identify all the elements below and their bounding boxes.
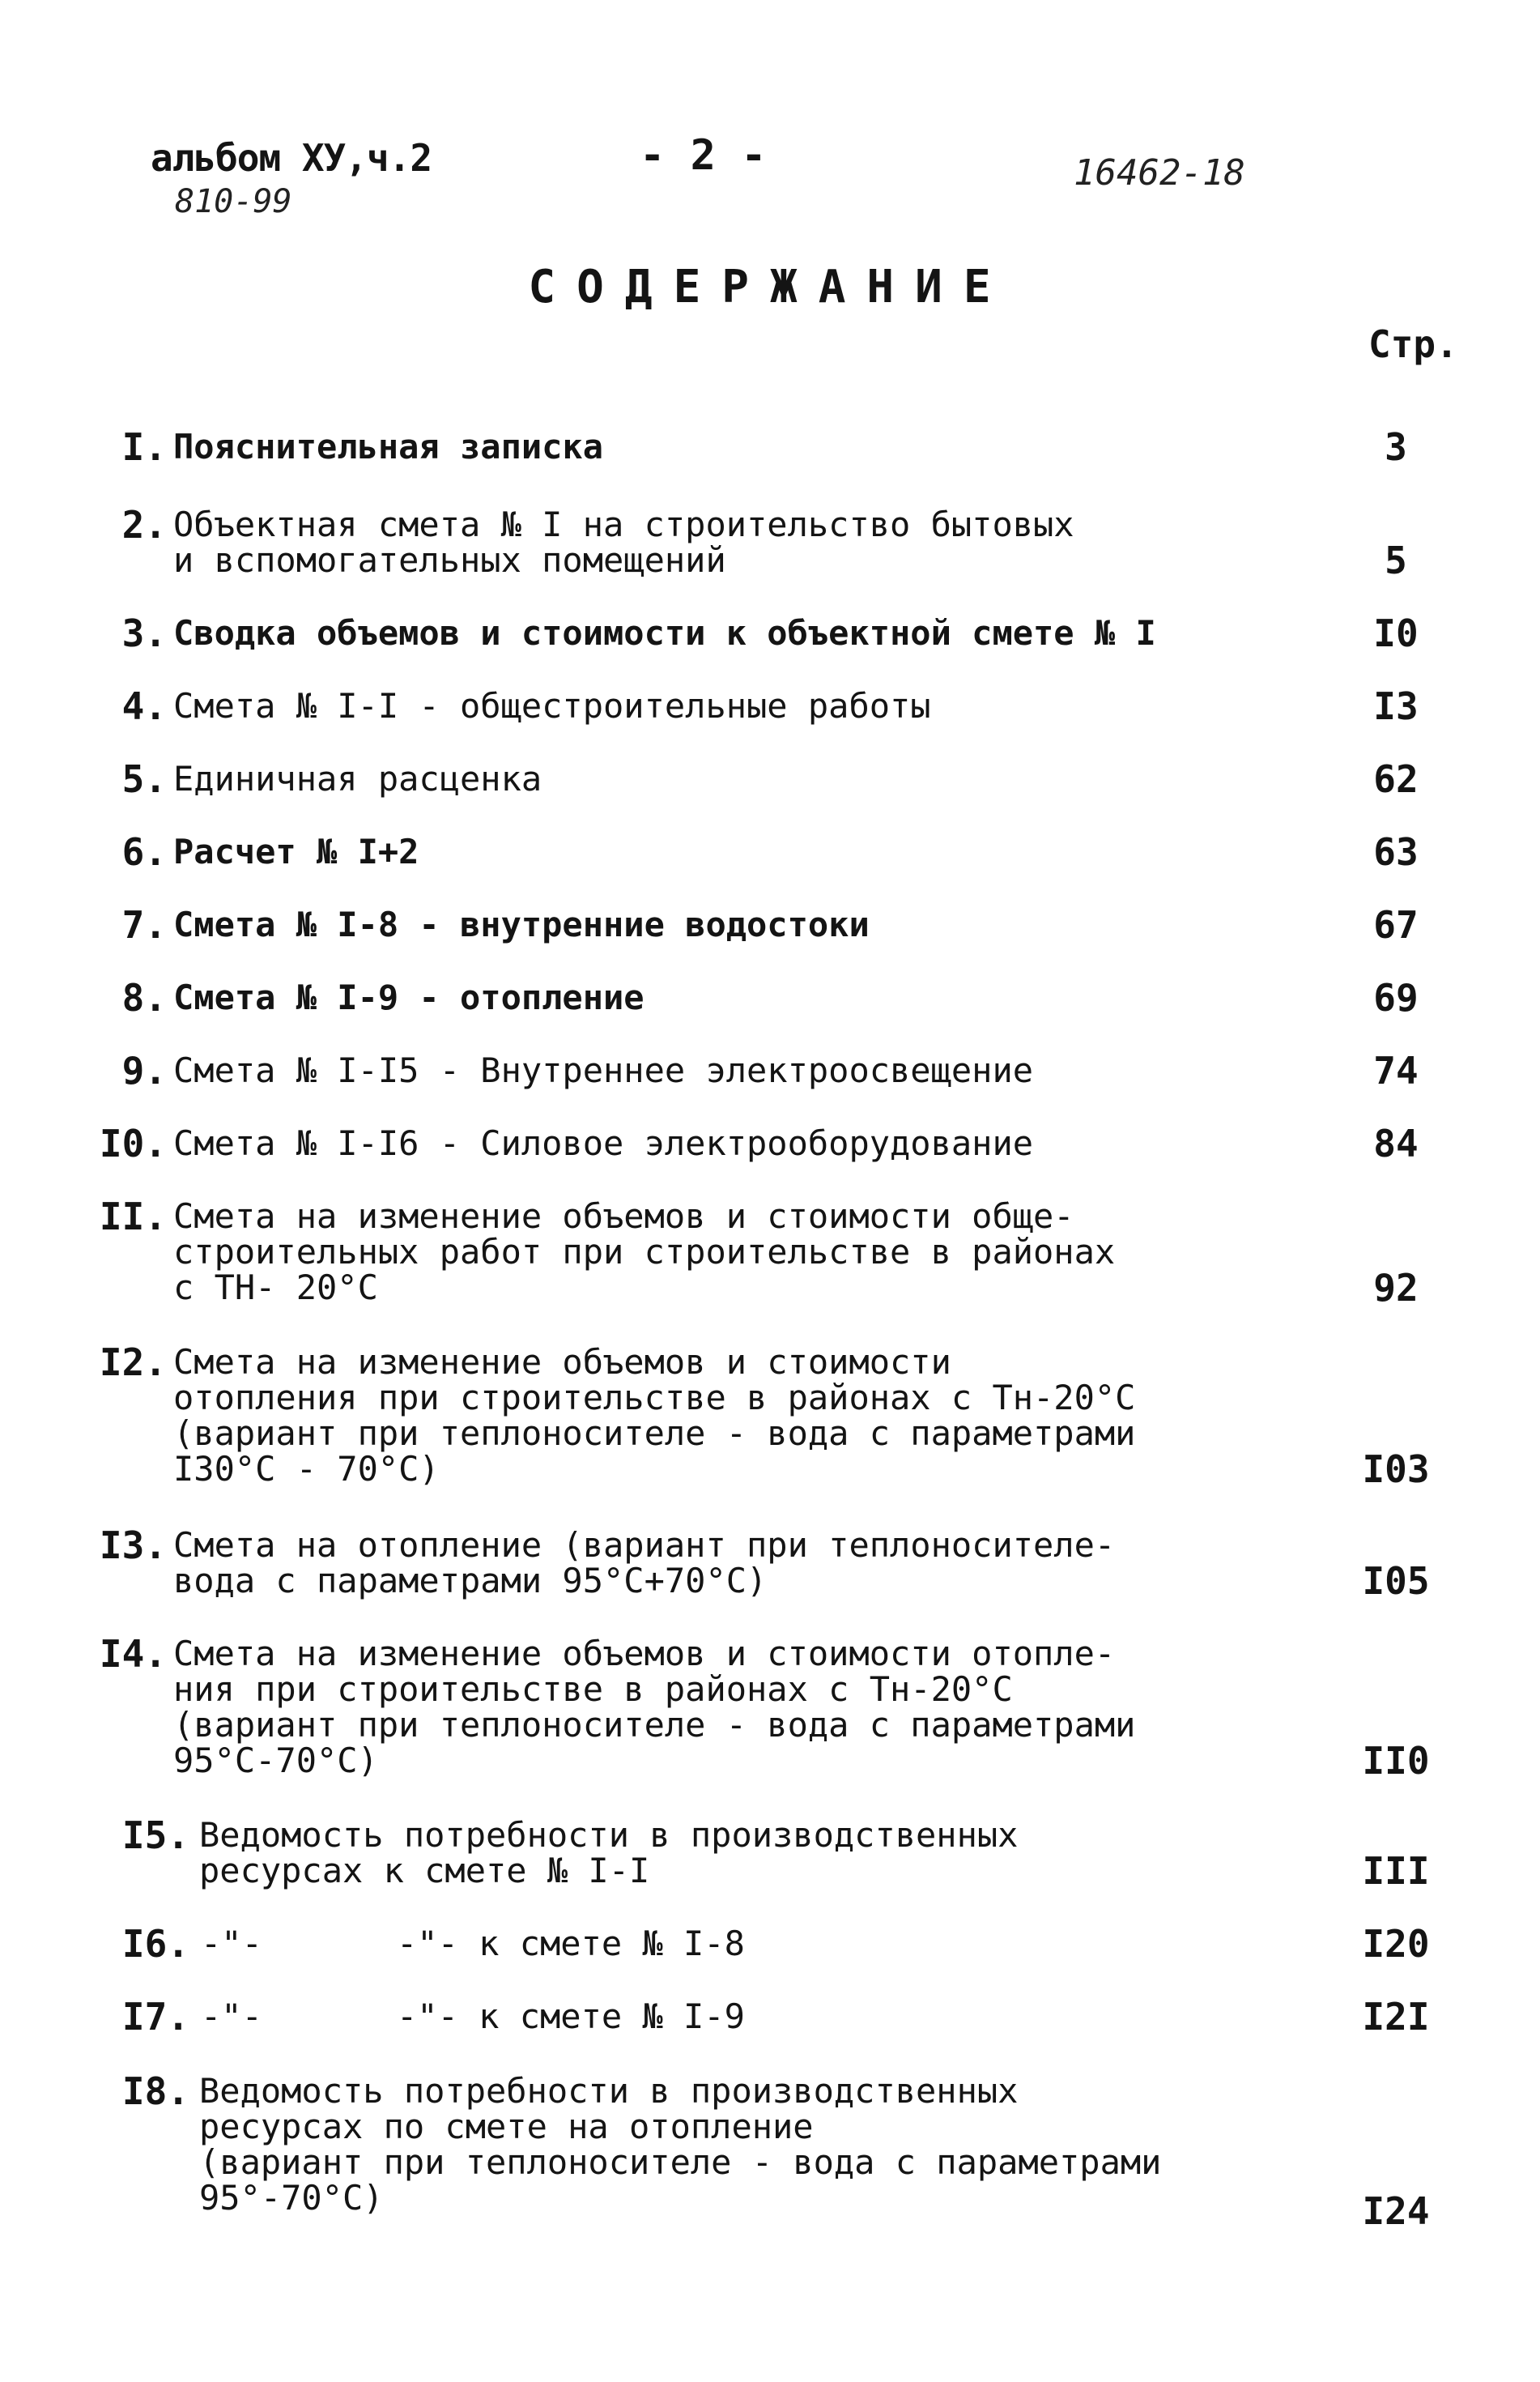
entry-page: 62 (1373, 757, 1419, 801)
ditto-mark: -"- (201, 1996, 262, 2036)
entry-page: I2I (1362, 1995, 1430, 2039)
entry-text: Смета на изменение объемов и стоимости отопле- ния при строительстве в районах с Тн-20°С (вариант при теплоносителе - вода с параметрами 95°С-70°С) (173, 1634, 1136, 1780)
entry-page: 84 (1373, 1122, 1419, 1165)
ditto-mark: -"- (201, 1924, 262, 1963)
entry-text: Единичная расценка (173, 759, 542, 799)
entry-text: -"- к смете № I-9 (397, 1996, 745, 2036)
entry-number: 4. (121, 684, 167, 728)
entry-page: 3 (1385, 425, 1407, 469)
entry-page: 67 (1373, 903, 1419, 947)
entry-page: 69 (1373, 976, 1419, 1020)
entry-text: Смета № I-I6 - Силовое электрооборудование (173, 1123, 1034, 1163)
album-sub-note: 810-99 (175, 183, 292, 220)
entry-number: 9. (121, 1049, 167, 1093)
entry-text: Сводка объемов и стоимости к объектной смете № I (173, 613, 1156, 653)
page-marker: - 2 - (640, 131, 767, 180)
entry-number: II. (99, 1195, 167, 1238)
entry-page: I05 (1362, 1559, 1430, 1603)
entry-page: I0 (1373, 611, 1419, 655)
entry-number: 7. (121, 903, 167, 947)
entry-page: I24 (1362, 2189, 1430, 2233)
entry-text: Смета № I-I - общестроительные работы (173, 686, 931, 726)
entry-text: Смета на изменение объемов и стоимости отопления при строительстве в районах с Тн-20°С (вариант при теплоносителе - вода с параметрами I30°С - 70°С) (173, 1342, 1136, 1489)
album-label: альбом ХУ,ч.2 (151, 136, 432, 180)
page-title: СОДЕРЖАНИЕ (528, 261, 1012, 313)
entry-page: 74 (1373, 1049, 1419, 1093)
entry-number: I6. (121, 1922, 189, 1966)
entry-text: Смета на изменение объемов и стоимости обще- строительных работ при строительстве в районах с ТН- 20°С (173, 1196, 1116, 1307)
entry-page: III (1362, 1849, 1430, 1893)
entry-number: I. (121, 425, 167, 469)
entry-page: 5 (1385, 539, 1407, 582)
entry-text: Пояснительная записка (173, 427, 604, 467)
entry-text: Смета № I-9 - отопление (173, 978, 645, 1017)
entry-text: Смета № I-8 - внутренние водостоки (173, 905, 870, 944)
entry-page: 63 (1373, 830, 1419, 874)
entry-text: -"- к смете № I-8 (397, 1924, 745, 1963)
entry-number: I5. (121, 1813, 189, 1857)
entry-text: Ведомость потребности в производственных ресурсах к смете № I-I (199, 1815, 1019, 1890)
entry-text: Расчет № I+2 (173, 832, 419, 871)
entry-page: I20 (1362, 1922, 1430, 1966)
entry-text: Объектная смета № I на строительство бытовых и вспомогательных помещений (173, 505, 1074, 580)
entry-number: 3. (121, 611, 167, 655)
entry-number: I2. (99, 1340, 167, 1384)
entry-number: I4. (99, 1632, 167, 1676)
entry-number: I8. (121, 2069, 189, 2113)
entry-text: Ведомость потребности в производственных ресурсах по смете на отопление (вариант при теплоносителе - вода с параметрами 95°-70°С) (199, 2071, 1162, 2218)
document-code: 16462-18 (1074, 152, 1245, 194)
entry-page: I3 (1373, 684, 1419, 728)
entry-page: 92 (1373, 1266, 1419, 1310)
entry-number: 8. (121, 976, 167, 1020)
entry-text: Смета на отопление (вариант при теплоносителе- вода с параметрами 95°С+70°С) (173, 1525, 1116, 1600)
entry-text: Смета № I-I5 - Внутреннее электроосвещение (173, 1050, 1034, 1090)
entry-number: 5. (121, 757, 167, 801)
page-column-heading: Стр. (1368, 322, 1458, 366)
entry-number: I3. (99, 1523, 167, 1567)
entry-number: I7. (121, 1995, 189, 2039)
entry-page: I03 (1362, 1447, 1430, 1491)
entry-page: II0 (1362, 1739, 1430, 1783)
entry-number: I0. (99, 1122, 167, 1165)
entry-number: 2. (121, 503, 167, 547)
entry-number: 6. (121, 830, 167, 874)
